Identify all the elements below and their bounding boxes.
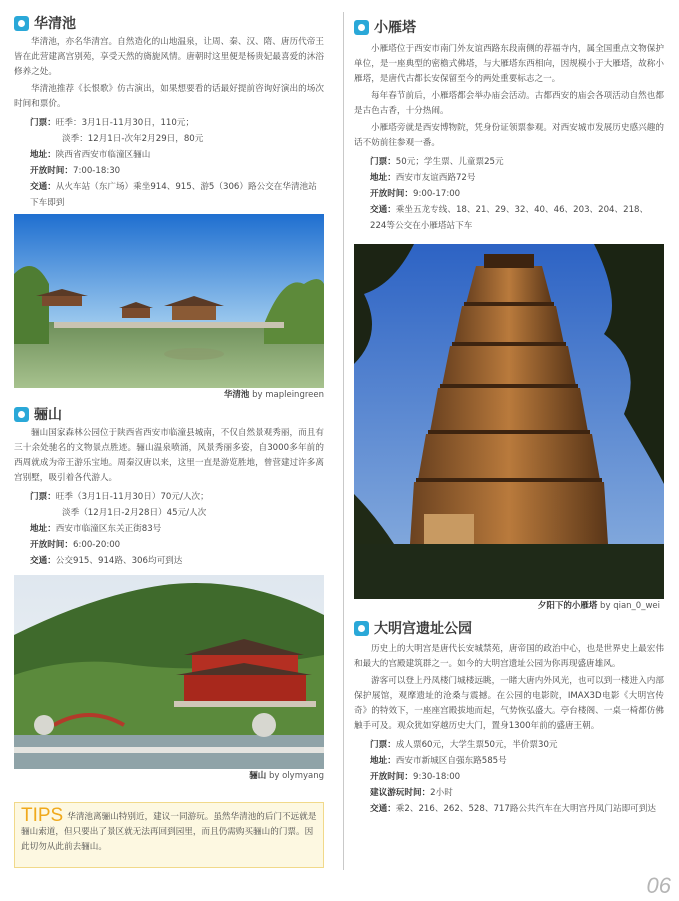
photo-caption: 骊山 by olymyang [249, 771, 324, 781]
info-block: 门票：50元；学生票、儿童票25元 地址：西安市友谊西路72号 开放时间：9:00-17:00 交通：乘坐五龙专线、18、21、29、32、40、46、203、204、218、224等公交在小雁塔站下车 [370, 157, 649, 231]
address-value: 西安市友谊西路72号 [395, 173, 476, 183]
transport-value: 乘2、216、262、528、717路公共汽车在大明宫丹凤门站即可到达 [395, 804, 656, 814]
location-pin-icon [354, 621, 369, 636]
ticket-value: 50元；学生票、儿童票25元 [395, 157, 504, 167]
address-value: 西安市临潼区东关正街83号 [55, 524, 162, 534]
hours-value: 9:30-18:00 [412, 772, 461, 782]
lishan-photo [14, 575, 324, 769]
location-pin-icon [14, 407, 29, 422]
info-block: 门票：旺季（3月1日-11月30日）70元/人次； 淡季（12月1日-2月28日）45元/人次 地址：西安市临潼区东关正街83号 开放时间：6:00-20:00 交通：公交915、914路、306均可到达 [14, 489, 324, 569]
hours-value: 9:00-17:00 [412, 189, 461, 199]
address-value: 陕西省西安市临潼区骊山 [55, 150, 151, 160]
tips-text: 华清池离骊山特别近，建议一同游玩。虽然华清池的后门不远就是骊山索道，但只要出了景区就无法再回到园里，而且仍需购买骊山的门票。因此切勿从此前去骊山。 [21, 812, 317, 852]
photo-caption: 华清池 by mapleingreen [223, 390, 324, 400]
description-paragraph: 华清池推荐《长恨歌》仿古演出，如果想要看的话最好提前咨询好演出的场次时间和票价。 [14, 84, 324, 109]
hours-value: 6:00-20:00 [72, 540, 121, 550]
description-paragraph: 小雁塔位于西安市南门外友谊西路东段南侧的荐福寺内，属全国重点文物保护单位，是一座典型的密檐式佛塔，与大雁塔东西相向，因规模小于大雁塔，故称小雁塔，是唐代古都长安保留至今的两处重要标志之一。 [354, 44, 664, 84]
address-value: 西安市新城区自强东路585号 [395, 756, 507, 766]
transport-value: 从火车站（东广场）乘坐914、915、游5（306）路公交在华清池站下车即到 [30, 182, 317, 208]
tips-box [14, 802, 324, 868]
ticket-peak: 旺季：3月1日-11月30日，110元； [55, 118, 195, 128]
location-pin-icon [14, 16, 29, 31]
section-title: 大明宫遗址公园 [354, 618, 664, 638]
duration-value: 2小时 [430, 788, 453, 798]
hours-value: 7:00-18:30 [72, 166, 121, 176]
description-paragraph: 骊山国家森林公园位于陕西省西安市临潼县城南，不仅自然景观秀丽，而且有三十余处驰名的文物景点胜迹。骊山温泉喷涌，风景秀丽多姿，自3000多年前的西周就成为帝王游乐宝地。周秦汉唐以来，这里一直是游览胜地，曾营建过许多离宫别墅，吸引着各代游人。 [14, 428, 324, 483]
left-column [14, 13, 324, 783]
description-paragraph: 每年春节前后，小雁塔都会举办庙会活动。古都西安的庙会各项活动自然也都是古色古香，十分热闹。 [354, 91, 664, 116]
right-column [354, 17, 664, 817]
ticket-peak: 旺季（3月1日-11月30日）70元/人次； [55, 492, 209, 502]
description-paragraph: 游客可以登上丹凤楼门城楼远眺，一睹大唐内外风光，也可以到一楼进入内部保护展馆，观摩遗址的沧桑与震撼。在公园的电影院，IMAX3D电影《大明宫传奇》的特效下，一座座宫殿拔地而起，气势恢弘盛大。亭台楼阁、一桌一椅都仿佛触手可及。观众犹如穿越历史大门，置身1300年前的盛唐王朝。 [354, 676, 664, 731]
description-paragraph: 小雁塔旁就是西安博物院，凭身份证领票参观。对西安城市发展历史感兴趣的话不妨前往参观一番。 [354, 123, 664, 148]
ticket-value: 成人票60元，大学生票50元，半价票30元 [395, 740, 558, 750]
transport-value: 公交915、914路、306均可到达 [55, 556, 183, 566]
transport-value: 乘坐五龙专线、18、21、29、32、40、46、203、204、218、224等公交在小雁塔站下车 [370, 205, 649, 231]
info-block: 门票：旺季：3月1日-11月30日，110元； 淡季：12月1日-次年2月29日，80元 地址：陕西省西安市临潼区骊山 开放时间：7:00-18:30 交通：从火车站（东广场）乘坐914、915、游5（306）路公交在华清池站下车即到 [14, 115, 324, 211]
section-huaqingchi [14, 13, 324, 211]
description-paragraph: 历史上的大明宫是唐代长安城禁苑，唐帝国的政治中心，也是世界史上最宏伟和最大的宫殿建筑群之一。如今的大明宫遗址公园为你再现盛唐雄风。 [354, 644, 664, 669]
section-xiaoyanta [354, 17, 664, 234]
section-daminggong [354, 618, 664, 817]
ticket-off-peak: 淡季：12月1日-次年2月29日，80元 [62, 134, 204, 144]
photo-caption: 夕阳下的小雁塔 by qian_0_wei [537, 601, 660, 611]
column-divider [343, 12, 344, 870]
section-lishan [14, 404, 324, 569]
page-number: 06 [646, 873, 671, 898]
section-title: 小雁塔 [354, 17, 664, 37]
tips-label: TIPS [21, 805, 64, 826]
description-paragraph: 华清池，亦名华清宫。自然造化的山地温泉，让周、秦、汉、隋、唐历代帝王皆在此营建离宫别苑，享受天然的旖旎风情。唐朝时这里便是杨贵妃最喜爱的沐浴修养之处。 [14, 37, 324, 77]
section-title: 骊山 [14, 404, 324, 424]
section-title: 华清池 [14, 13, 324, 33]
info-block: 门票：成人票60元，大学生票50元，半价票30元 地址：西安市新城区自强东路585号 开放时间：9:30-18:00 建议游玩时间：2小时 交通：乘2、216、262、528、717路公共汽车在大明宫丹凤门站即可到达 [370, 740, 656, 814]
ticket-off-peak: 淡季（12月1日-2月28日）45元/人次 [62, 508, 207, 518]
xiaoyanta-photo [354, 244, 664, 599]
huaqingchi-photo [14, 214, 324, 388]
location-pin-icon [354, 20, 369, 35]
